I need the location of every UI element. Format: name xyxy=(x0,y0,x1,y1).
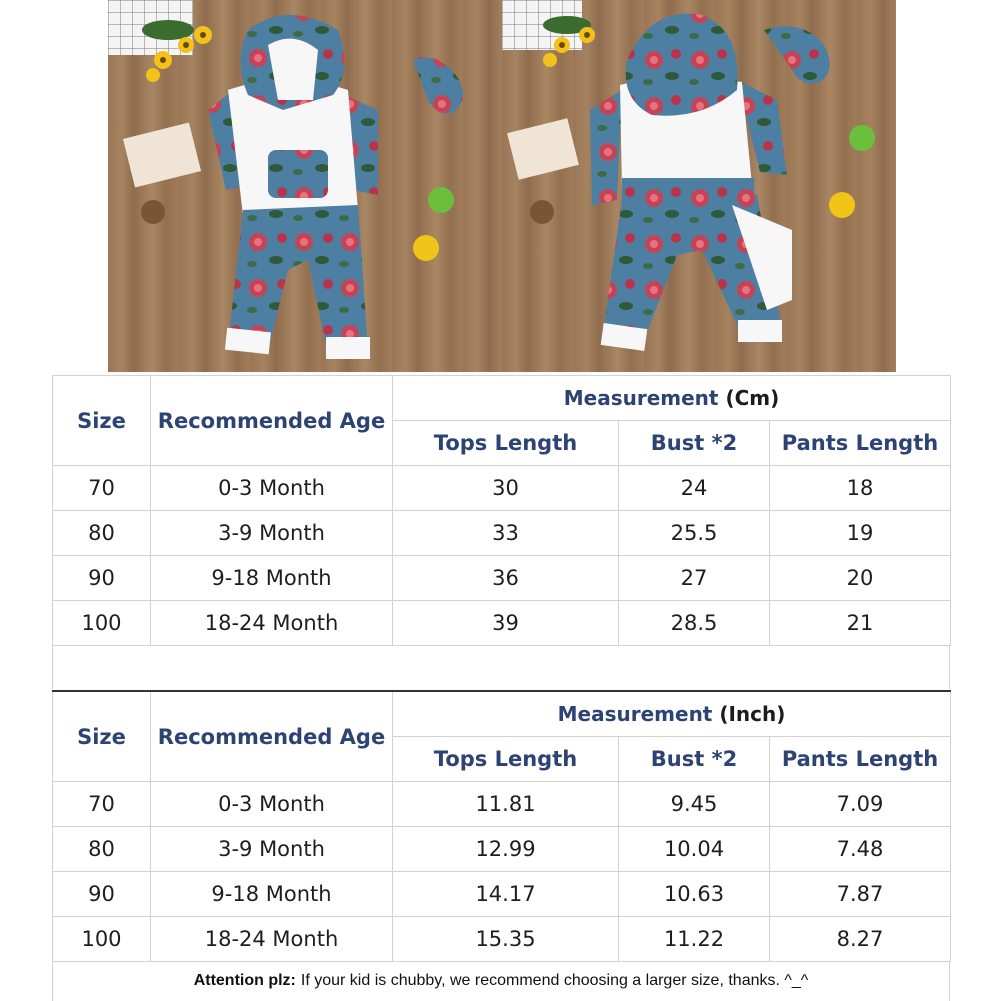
cell-size: 100 xyxy=(53,601,151,646)
header-size: Size xyxy=(53,376,151,466)
cell-age: 18-24 Month xyxy=(151,601,393,646)
measurement-label: Measurement xyxy=(563,386,719,410)
table-row xyxy=(53,872,951,917)
table-row xyxy=(53,556,951,601)
cell-tops: 14.17 xyxy=(393,872,619,917)
cell-tops: 36 xyxy=(393,556,619,601)
product-photos xyxy=(108,0,896,372)
table-row xyxy=(53,601,951,646)
measurement-label: Measurement xyxy=(557,702,713,726)
header-pants-length: Pants Length xyxy=(770,421,951,466)
size-chart-cm xyxy=(52,375,951,646)
product-photo-back xyxy=(502,0,896,372)
cell-age: 9-18 Month xyxy=(151,872,393,917)
cell-pants: 7.09 xyxy=(770,782,951,827)
cell-age: 0-3 Month xyxy=(151,782,393,827)
header-tops-length: Tops Length xyxy=(393,737,619,782)
header-measurement xyxy=(393,691,951,737)
cell-bust: 10.04 xyxy=(619,827,770,872)
header-bust: Bust *2 xyxy=(619,421,770,466)
cell-size: 90 xyxy=(53,872,151,917)
table-row xyxy=(53,827,951,872)
cell-tops: 15.35 xyxy=(393,917,619,962)
cell-bust: 28.5 xyxy=(619,601,770,646)
cell-age: 3-9 Month xyxy=(151,511,393,556)
table-row xyxy=(53,511,951,556)
cell-pants: 7.48 xyxy=(770,827,951,872)
cell-bust: 10.63 xyxy=(619,872,770,917)
measurement-unit: (Cm) xyxy=(725,386,780,410)
cell-size: 90 xyxy=(53,556,151,601)
cell-age: 0-3 Month xyxy=(151,466,393,511)
cell-tops: 12.99 xyxy=(393,827,619,872)
cell-tops: 33 xyxy=(393,511,619,556)
cell-pants: 21 xyxy=(770,601,951,646)
header-pants-length: Pants Length xyxy=(770,737,951,782)
cell-pants: 8.27 xyxy=(770,917,951,962)
header-size: Size xyxy=(53,691,151,782)
cell-size: 70 xyxy=(53,466,151,511)
attention-note xyxy=(52,961,950,1001)
header-recommended-age: Recommended Age xyxy=(151,691,393,782)
cell-size: 70 xyxy=(53,782,151,827)
table-row xyxy=(53,466,951,511)
cell-bust: 27 xyxy=(619,556,770,601)
measurement-unit: (Inch) xyxy=(719,702,786,726)
cell-size: 100 xyxy=(53,917,151,962)
cell-age: 18-24 Month xyxy=(151,917,393,962)
cell-age: 9-18 Month xyxy=(151,556,393,601)
cell-pants: 18 xyxy=(770,466,951,511)
table-row xyxy=(53,782,951,827)
table-spacer xyxy=(52,645,950,689)
cell-bust: 9.45 xyxy=(619,782,770,827)
header-measurement xyxy=(393,376,951,421)
cell-size: 80 xyxy=(53,827,151,872)
cell-tops: 39 xyxy=(393,601,619,646)
cell-tops: 11.81 xyxy=(393,782,619,827)
cell-pants: 7.87 xyxy=(770,872,951,917)
cell-age: 3-9 Month xyxy=(151,827,393,872)
header-tops-length: Tops Length xyxy=(393,421,619,466)
cell-size: 80 xyxy=(53,511,151,556)
cell-pants: 20 xyxy=(770,556,951,601)
attention-label: Attention plz: xyxy=(193,972,296,989)
cell-bust: 24 xyxy=(619,466,770,511)
header-bust: Bust *2 xyxy=(619,737,770,782)
product-photo-front xyxy=(108,0,502,372)
cell-bust: 25.5 xyxy=(619,511,770,556)
cell-bust: 11.22 xyxy=(619,917,770,962)
table-row xyxy=(53,917,951,962)
size-chart-inch xyxy=(52,690,951,962)
cell-tops: 30 xyxy=(393,466,619,511)
cell-pants: 19 xyxy=(770,511,951,556)
header-recommended-age: Recommended Age xyxy=(151,376,393,466)
attention-text: If your kid is chubby, we recommend choosing a larger size, thanks. ^_^ xyxy=(300,972,809,989)
